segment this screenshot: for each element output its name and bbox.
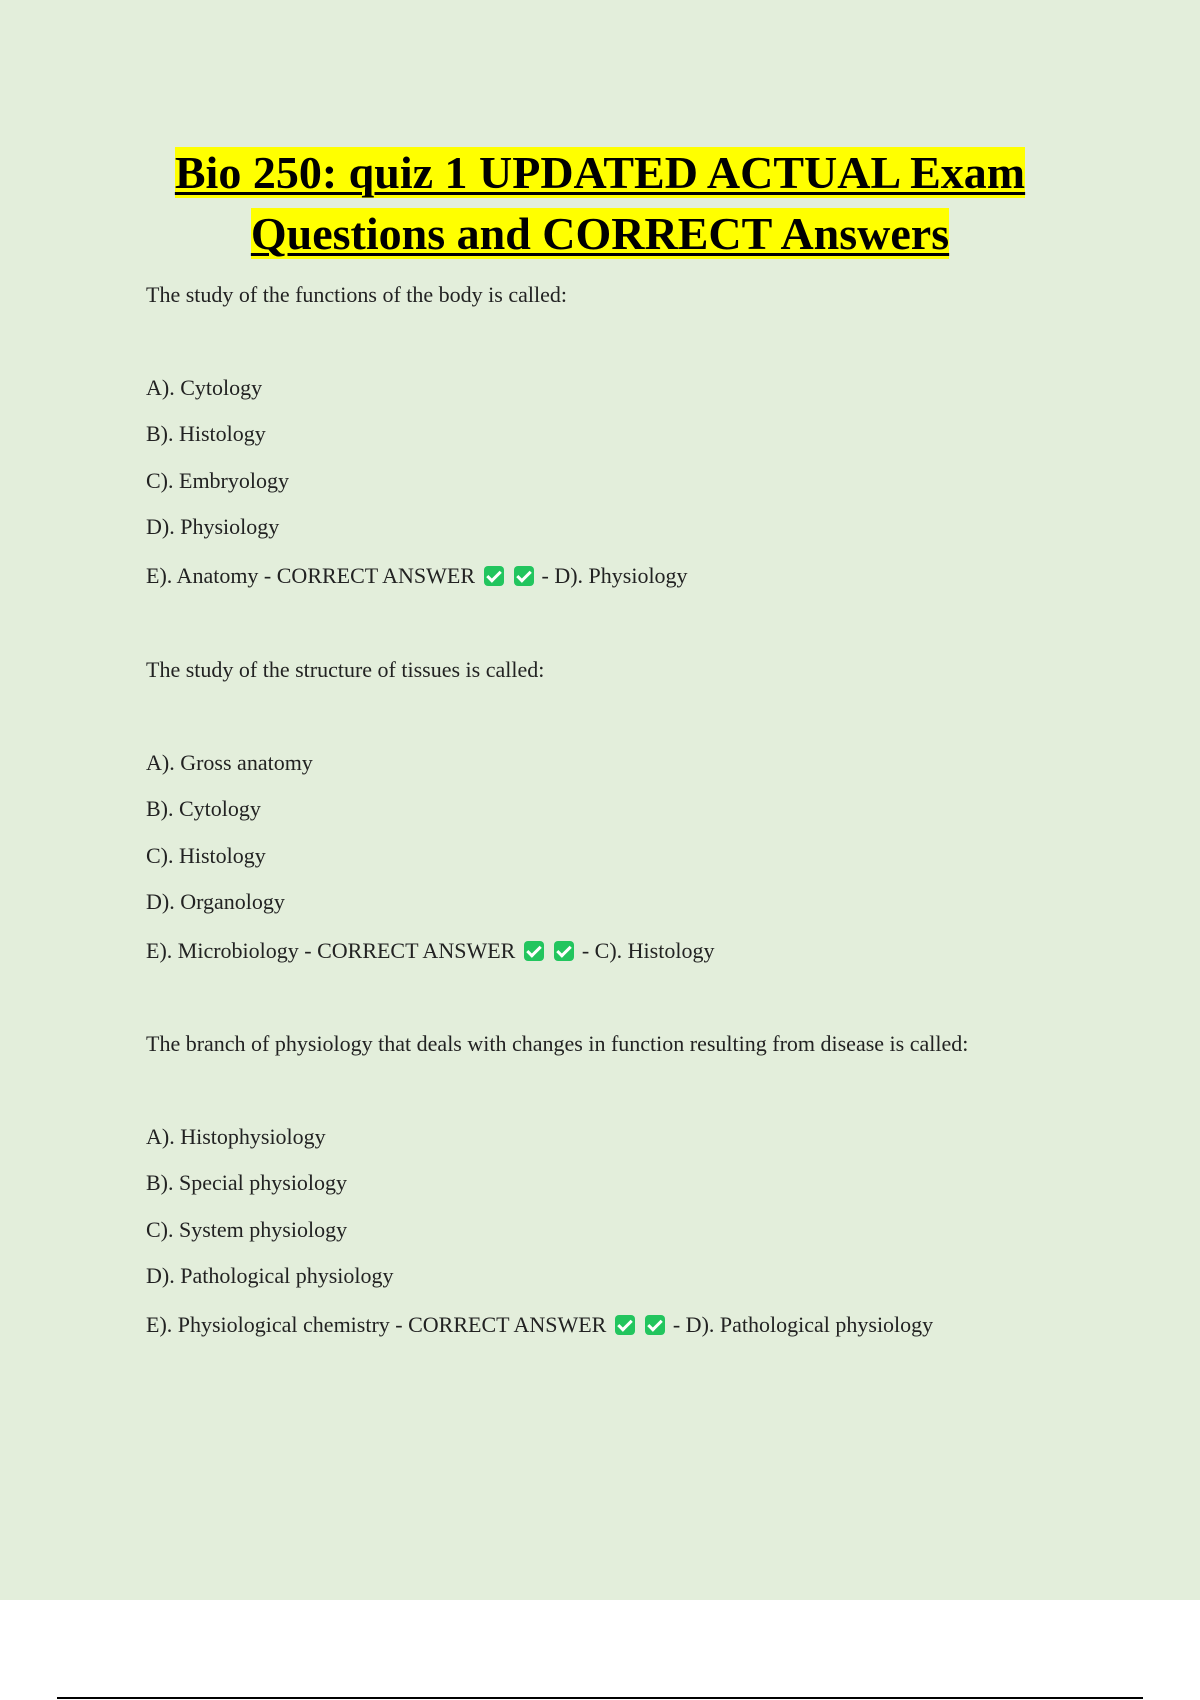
green-checkmark-icon [484, 566, 504, 586]
green-checkmark-icon [514, 566, 534, 586]
answer-option: B). Special physiology [146, 1170, 348, 1195]
footer-divider [57, 1697, 1143, 1699]
answer-option: C). System physiology [146, 1217, 348, 1242]
answer-option-label: E). Anatomy - CORRECT ANSWER [146, 563, 475, 588]
answer-option-with-key [146, 562, 688, 590]
answer-option: B). Histology [146, 421, 266, 446]
answer-option: D). Organology [146, 889, 285, 914]
question-prompt: The branch of physiology that deals with changes in function resulting from disease is called: [146, 1031, 969, 1056]
correct-answer: - C). Histology [581, 938, 715, 963]
answer-option: C). Embryology [146, 468, 289, 493]
answer-option-with-key [146, 937, 714, 965]
answer-option: C). Histology [146, 843, 266, 868]
green-checkmark-icon [645, 1315, 665, 1335]
title-line-1: Bio 250: quiz 1 UPDATED ACTUAL Exam [174, 147, 1026, 198]
answer-option: A). Histophysiology [146, 1124, 326, 1149]
correct-answer: - D). Pathological physiology [672, 1312, 934, 1337]
answer-option-with-key [146, 1311, 933, 1339]
answer-option: D). Physiology [146, 514, 280, 539]
answer-option: D). Pathological physiology [146, 1263, 394, 1288]
question-prompt: The study of the functions of the body is called: [146, 282, 567, 307]
answer-option: A). Gross anatomy [146, 750, 313, 775]
green-checkmark-icon [554, 941, 574, 961]
answer-option-label: E). Physiological chemistry - CORRECT ANSWER [146, 1312, 607, 1337]
question-prompt: The study of the structure of tissues is called: [146, 657, 545, 682]
title-line-2: Questions and CORRECT Answers [250, 208, 950, 259]
green-checkmark-icon [615, 1315, 635, 1335]
green-checkmark-icon [524, 941, 544, 961]
document-title [0, 142, 1200, 264]
answer-option: A). Cytology [146, 375, 263, 400]
answer-option-label: E). Microbiology - CORRECT ANSWER [146, 938, 516, 963]
answer-option: B). Cytology [146, 796, 261, 821]
correct-answer: - D). Physiology [541, 563, 688, 588]
